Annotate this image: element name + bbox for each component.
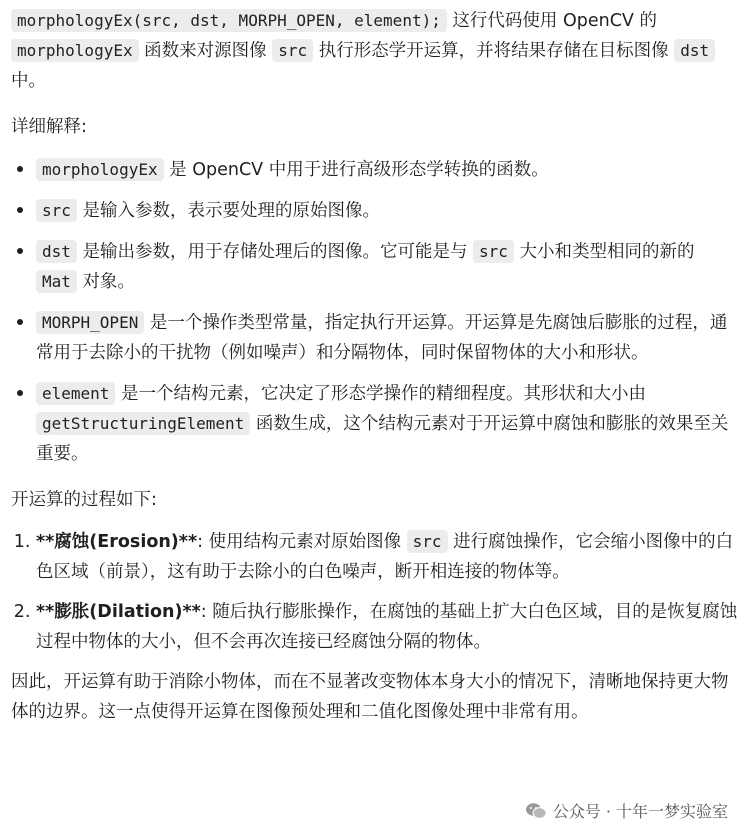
list-item: • src 是输入参数，表示要处理的原始图像。 — [36, 195, 739, 226]
inline-code: dst — [674, 39, 715, 62]
wechat-icon — [525, 802, 547, 820]
inline-code: src — [36, 199, 77, 222]
inline-code: src — [407, 530, 448, 553]
list-item: • dst 是输出参数，用于存储处理后的图像。它可能是与 src 大小和类型相同的新的 Mat 对象。 — [36, 236, 739, 297]
intro-paragraph: morphologyEx(src, dst, MORPH_OPEN, element); 这行代码使用 OpenCV 的 morphologyEx 函数来对源图像 src 执行形态学开运算，并将结果存储在目标图像 dst 中。 — [11, 6, 739, 96]
inline-code: src — [272, 39, 313, 62]
inline-code: MORPH_OPEN — [36, 311, 144, 334]
inline-code: Mat — [36, 270, 77, 293]
process-heading: 开运算的过程如下: — [11, 490, 157, 510]
list-item: • MORPH_OPEN 是一个操作类型常量，指定执行开运算。开运算是先腐蚀后膨胀的过程，通常用于去除小的干扰物（例如噪声）和分隔物体，同时保留物体的大小和形状。 — [36, 307, 739, 368]
watermark-text: 公众号 · 十年一梦实验室 — [552, 802, 728, 821]
watermark — [525, 799, 728, 822]
list-item: 2. **膨胀(Dilation)**: 随后执行膨胀操作，在腐蚀的基础上扩大白色区域，目的是恢复腐蚀过程中物体的大小，但不会再次连接已经腐蚀分隔的物体。 — [36, 597, 739, 657]
conclusion-paragraph: 因此，开运算有助于消除小物体，而在不显著改变物体本身大小的情况下，清晰地保持更大物体的边界。这一点使得开运算在图像预处理和二值化图像处理中非常有用。 — [11, 672, 729, 722]
inline-code: getStructuringElement — [36, 412, 250, 435]
inline-code: element — [36, 382, 115, 405]
inline-code: src — [473, 240, 514, 263]
inline-code: morphologyEx — [11, 39, 139, 62]
numbered-list — [11, 527, 739, 657]
list-item: • element 是一个结构元素，它决定了形态学操作的精细程度。其形状和大小由 getStructuringElement 函数生成，这个结构元素对于开运算中腐蚀和膨胀的效果至关重要。 — [36, 378, 739, 469]
list-item: 1. **腐蚀(Erosion)**: 使用结构元素对原始图像 src 进行腐蚀操作，它会缩小图像中的白色区域（前景），这有助于去除小的白色噪声，断开相连接的物体等。 — [36, 527, 739, 587]
inline-code: morphologyEx — [36, 158, 164, 181]
inline-code: morphologyEx(src, dst, MORPH_OPEN, element); — [11, 9, 447, 32]
inline-code: dst — [36, 240, 77, 263]
bullet-list — [11, 154, 739, 469]
article-body — [11, 6, 739, 727]
detail-heading: 详细解释: — [11, 117, 87, 137]
list-item: • morphologyEx 是 OpenCV 中用于进行高级形态学转换的函数。 — [36, 154, 739, 185]
